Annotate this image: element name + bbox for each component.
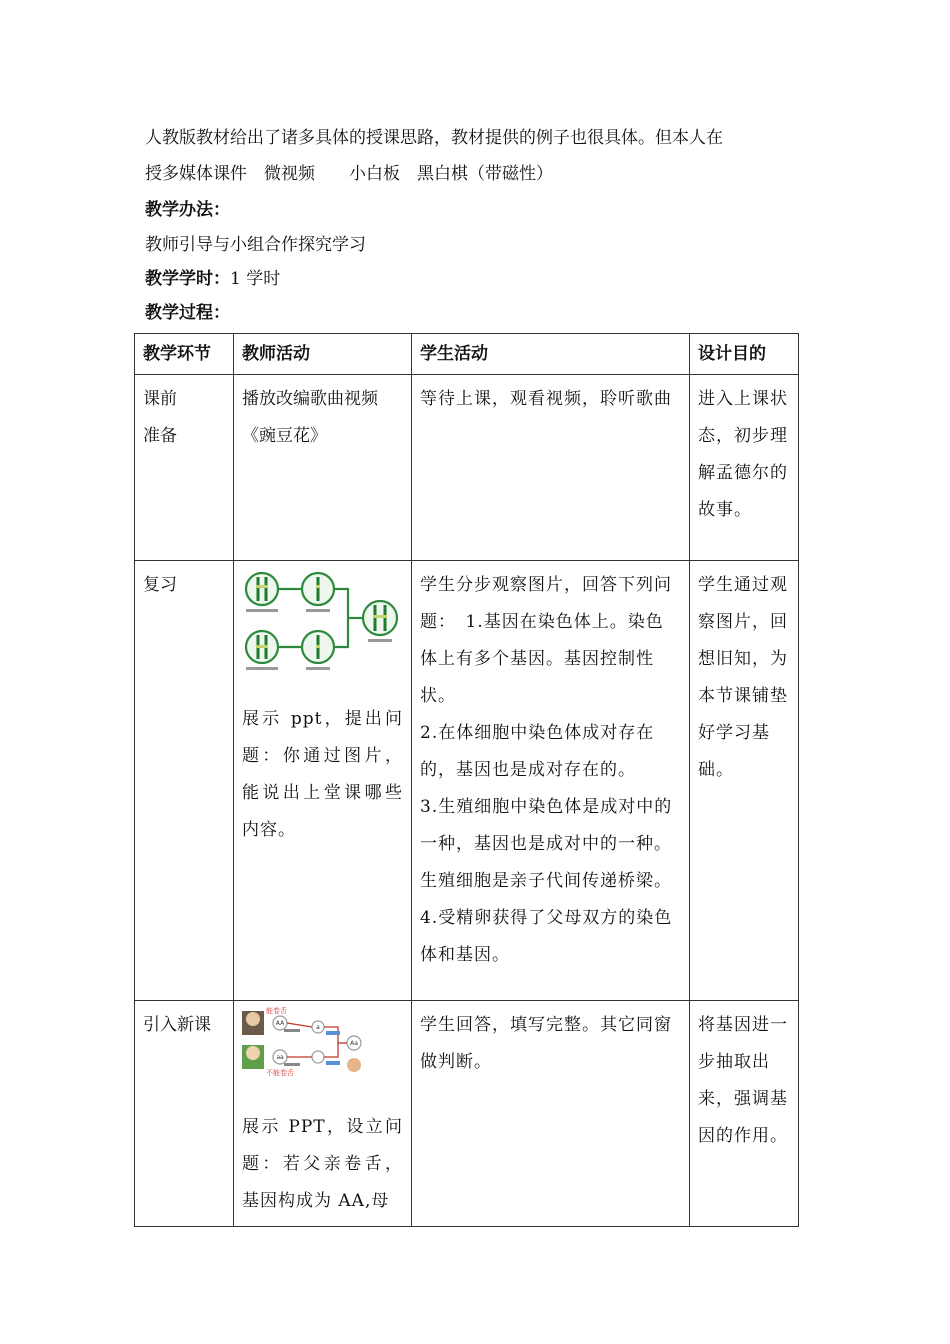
purpose-text: 学生通过观察图片，回想旧知，为本节课铺垫好学习基础。 <box>698 575 788 780</box>
teacher-text: 展示 PPT，设立问题：若父亲卷舌，基因构成为 AA,母 <box>242 1117 403 1211</box>
intro-line-1: 人教版教材给出了诸多具体的授课思路，教材提供的例子也很具体。但本人在 <box>145 128 723 148</box>
cell-purpose <box>690 1001 799 1227</box>
method-text: 教师引导与小组合作探究学习 <box>145 235 366 255</box>
chromosome-diagram <box>240 565 400 673</box>
cell-stage <box>135 561 234 1001</box>
figure-label: aa <box>276 1054 284 1061</box>
hours-value: 1 学时 <box>230 269 281 289</box>
purpose-text: 进入上课状态，初步理解孟德尔的故事。 <box>698 389 788 520</box>
student-text: 学生回答，填写完整。其它同窗做判断。 <box>420 1015 672 1072</box>
figure-label: a <box>316 1024 320 1031</box>
stage-text: 引入新课 <box>143 1015 211 1035</box>
header-teacher: 教师活动 <box>234 334 412 375</box>
student-text: 学生分步观察图片，回答下列问题： 1.基因在染色体上。染色体上有多个基因。基因控制性状。 2.在体细胞中染色体成对存在的，基因也是成对存在的。 3.生殖细胞中染色体是成对中的一种，基因也是成对中的一种。生殖细胞是亲子代间传递桥梁。 4.受精卵获得了父母双方的染色体和基因。 <box>420 575 673 965</box>
cell-teacher <box>234 561 412 1001</box>
hours-line <box>145 268 280 290</box>
header-stage: 教学环节 <box>135 334 234 375</box>
cell-teacher <box>234 375 412 561</box>
figure-label: 能卷舌 <box>266 1007 287 1015</box>
student-text: 等待上课，观看视频，聆听歌曲 <box>420 389 672 409</box>
purpose-text: 将基因进一步抽取出来，强调基因的作用。 <box>698 1015 788 1146</box>
header-student: 学生活动 <box>412 334 690 375</box>
lesson-table <box>134 333 799 1227</box>
intro-line-2: 授多媒体课件 微视频 小白板 黑白棋（带磁性） <box>145 164 553 184</box>
table-row <box>135 375 799 561</box>
figure-label: 不能卷舌 <box>266 1069 294 1077</box>
figure-label: AA <box>275 1020 285 1027</box>
method-heading: 教学办法： <box>145 200 230 220</box>
cell-student <box>412 375 690 561</box>
table-row <box>135 1001 799 1227</box>
stage-text: 课前准备 <box>143 389 177 446</box>
stage-text: 复习 <box>143 575 177 595</box>
cell-teacher <box>234 1001 412 1227</box>
hours-heading: 教学学时： <box>145 269 230 289</box>
figure-label: Aa <box>350 1040 358 1047</box>
teacher-text: 播放改编歌曲视频《豌豆花》 <box>242 389 378 446</box>
teacher-text: 展示 ppt，提出问题：你通过图片，能说出上堂课哪些内容。 <box>242 709 403 840</box>
cell-stage <box>135 1001 234 1227</box>
cell-student <box>412 561 690 1001</box>
cell-purpose <box>690 561 799 1001</box>
process-heading: 教学过程： <box>145 303 230 323</box>
cell-student <box>412 1001 690 1227</box>
inheritance-diagram <box>240 1005 380 1083</box>
table-header-row <box>135 334 799 375</box>
table-row <box>135 561 799 1001</box>
header-purpose: 设计目的 <box>690 334 799 375</box>
cell-stage <box>135 375 234 561</box>
cell-purpose <box>690 375 799 561</box>
